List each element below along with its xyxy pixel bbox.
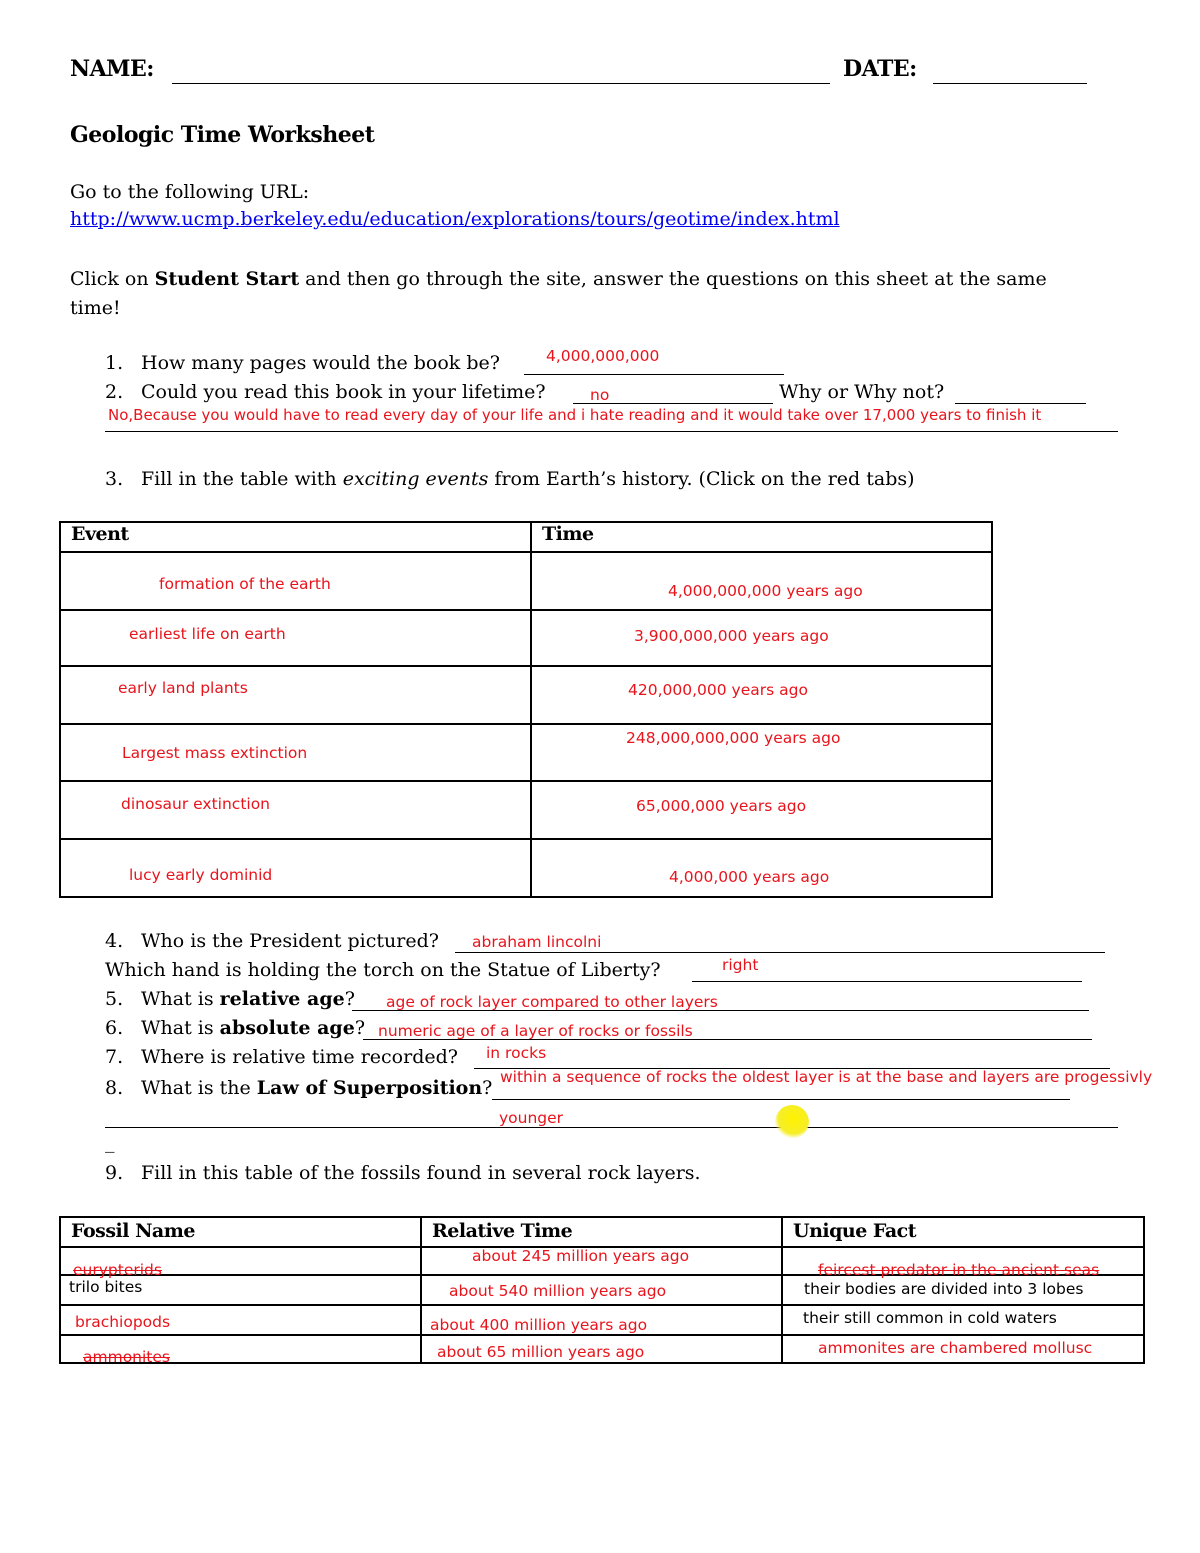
q9-number: 9. xyxy=(105,1162,124,1184)
q7-text: Where is relative time recorded? xyxy=(141,1046,458,1068)
fossil-time-cell[interactable] xyxy=(421,1275,782,1305)
fossil-time-cell[interactable] xyxy=(421,1305,782,1335)
time-text: 65,000,000 years ago xyxy=(636,797,807,815)
intro-instructions: Click on Student Start and then go through the site, answer the questions on this sheet at the same xyxy=(70,268,1047,290)
q7-number: 7. xyxy=(105,1046,124,1068)
fossils-header-time: Relative Time xyxy=(421,1217,782,1247)
site-url-link[interactable]: http://www.ucmp.berkeley.edu/education/explorations/tours/geotime/index.html xyxy=(70,208,840,230)
date-label: DATE: xyxy=(843,56,917,82)
fossil-name-text: trilo bites xyxy=(69,1278,143,1296)
intro-go-to: Go to the following URL: xyxy=(70,181,310,203)
event-cell[interactable] xyxy=(60,666,531,724)
q6-text: What is absolute age? xyxy=(141,1017,365,1039)
event-cell[interactable] xyxy=(60,610,531,666)
date-field-line[interactable] xyxy=(933,83,1087,84)
fossil-name-cell[interactable] xyxy=(60,1335,421,1366)
time-text: 4,000,000,000 years ago xyxy=(668,582,863,600)
fossil-time-text: about 65 million years ago xyxy=(437,1343,645,1361)
fossil-name-text: brachiopods xyxy=(75,1313,171,1331)
intro-instructions-line2: time! xyxy=(70,297,121,319)
event-text: Largest mass extinction xyxy=(122,744,308,762)
q4-answer: abraham lincolni xyxy=(472,933,602,951)
q2-why-answer-line[interactable] xyxy=(105,431,1118,432)
q6-number: 6. xyxy=(105,1017,124,1039)
fossil-fact-text: ammonites are chambered mollusc xyxy=(818,1339,1093,1357)
fossil-fact-cell[interactable] xyxy=(782,1275,1144,1305)
event-text: dinosaur extinction xyxy=(121,795,271,813)
fossils-header-fact: Unique Fact xyxy=(782,1217,1144,1247)
q8-answer: within a sequence of rocks the oldest layer is at the base and layers are progessivly xyxy=(500,1068,1153,1086)
q1-text: How many pages would the book be? xyxy=(141,352,500,374)
q5-answer: age of rock layer compared to other layers xyxy=(386,993,718,1011)
fossil-time-text: about 540 million years ago xyxy=(449,1282,667,1300)
q8-answer-line-2[interactable] xyxy=(105,1127,1118,1128)
time-cell[interactable] xyxy=(531,666,992,724)
time-cell[interactable] xyxy=(531,552,992,610)
event-text: formation of the earth xyxy=(159,575,331,593)
events-table xyxy=(59,521,993,898)
time-cell[interactable] xyxy=(531,781,992,839)
q2-why-line[interactable] xyxy=(955,403,1086,404)
q2-text: Could you read this book in your lifetime? xyxy=(141,381,546,403)
yellow-highlight-mark xyxy=(775,1105,809,1139)
worksheet-title: Geologic Time Worksheet xyxy=(70,122,375,148)
fossil-fact-text: their still common in cold waters xyxy=(803,1309,1057,1327)
fossil-fact-text: feircest predator in the ancient seas xyxy=(818,1261,1100,1279)
time-cell[interactable] xyxy=(531,610,992,666)
q8-dash: _ xyxy=(105,1131,115,1153)
fossil-time-text: about 245 million years ago xyxy=(472,1247,690,1265)
q4-statue-line[interactable] xyxy=(692,981,1082,982)
q2-answer: no xyxy=(590,386,610,404)
event-text: lucy early dominid xyxy=(129,866,273,884)
q8-text: What is the Law of Superposition? xyxy=(141,1077,493,1099)
event-cell[interactable] xyxy=(60,724,531,781)
q6-answer: numeric age of a layer of rocks or fossils xyxy=(378,1022,693,1040)
events-header-event: Event xyxy=(60,522,531,552)
q1-answer: 4,000,000,000 xyxy=(546,347,660,365)
fossil-name-cell[interactable] xyxy=(60,1247,421,1279)
time-cell[interactable] xyxy=(531,724,992,781)
q7-answer: in rocks xyxy=(486,1044,547,1062)
q5-number: 5. xyxy=(105,988,124,1010)
event-cell[interactable] xyxy=(60,552,531,610)
q4-number: 4. xyxy=(105,930,124,952)
fossil-name-cell[interactable] xyxy=(60,1275,421,1305)
event-text: earliest life on earth xyxy=(129,625,286,643)
fossil-fact-cell[interactable] xyxy=(782,1335,1144,1363)
q2-why-text: Why or Why not? xyxy=(779,381,945,403)
fossil-time-cell[interactable] xyxy=(421,1335,782,1363)
q8-number: 8. xyxy=(105,1077,124,1099)
fossil-name-cell[interactable] xyxy=(60,1305,421,1335)
q4-statue-answer: right xyxy=(722,956,759,974)
event-cell[interactable] xyxy=(60,839,531,897)
q3-number: 3. xyxy=(105,468,124,490)
event-text: early land plants xyxy=(118,679,248,697)
events-header-time: Time xyxy=(531,522,992,552)
time-text: 420,000,000 years ago xyxy=(628,681,808,699)
time-text: 248,000,000,000 years ago xyxy=(626,729,841,747)
fossil-fact-text: their bodies are divided into 3 lobes xyxy=(804,1280,1084,1298)
q4-text: Who is the President pictured? xyxy=(141,930,439,952)
time-cell[interactable] xyxy=(531,839,992,897)
q2-why-answer: No,Because you would have to read every day of your life and i hate reading and it would take over 17,000 years to finish it xyxy=(108,406,1042,424)
q1-answer-line[interactable] xyxy=(524,374,784,375)
event-cell[interactable] xyxy=(60,781,531,839)
q8-answer-line[interactable] xyxy=(492,1099,1070,1100)
fossils-table xyxy=(59,1216,1145,1364)
name-label: NAME: xyxy=(70,56,154,82)
q4-statue-text: Which hand is holding the torch on the Statue of Liberty? xyxy=(105,959,661,981)
q3-text: Fill in the table with exciting events from Earth’s history. (Click on the red tabs) xyxy=(141,468,915,490)
q5-text: What is relative age? xyxy=(141,988,355,1010)
q9-text: Fill in this table of the fossils found in several rock layers. xyxy=(141,1162,701,1184)
fossils-header-name: Fossil Name xyxy=(60,1217,421,1247)
fossil-fact-cell[interactable] xyxy=(782,1247,1144,1279)
q1-number: 1. xyxy=(105,352,124,374)
time-text: 3,900,000,000 years ago xyxy=(634,627,829,645)
fossil-time-text: about 400 million years ago xyxy=(430,1316,648,1334)
fossil-time-cell[interactable] xyxy=(421,1247,782,1275)
fossil-fact-cell[interactable] xyxy=(782,1305,1144,1335)
time-text: 4,000,000 years ago xyxy=(669,868,830,886)
student-start-label: Student Start xyxy=(154,268,300,290)
fossil-name-text: eurypterids xyxy=(73,1261,162,1279)
fossil-name-text: ammonites xyxy=(83,1348,170,1366)
q8-answer-line2: younger xyxy=(499,1109,564,1127)
q4-answer-line[interactable] xyxy=(455,952,1105,953)
name-field-line[interactable] xyxy=(172,83,830,84)
q2-number: 2. xyxy=(105,381,124,403)
